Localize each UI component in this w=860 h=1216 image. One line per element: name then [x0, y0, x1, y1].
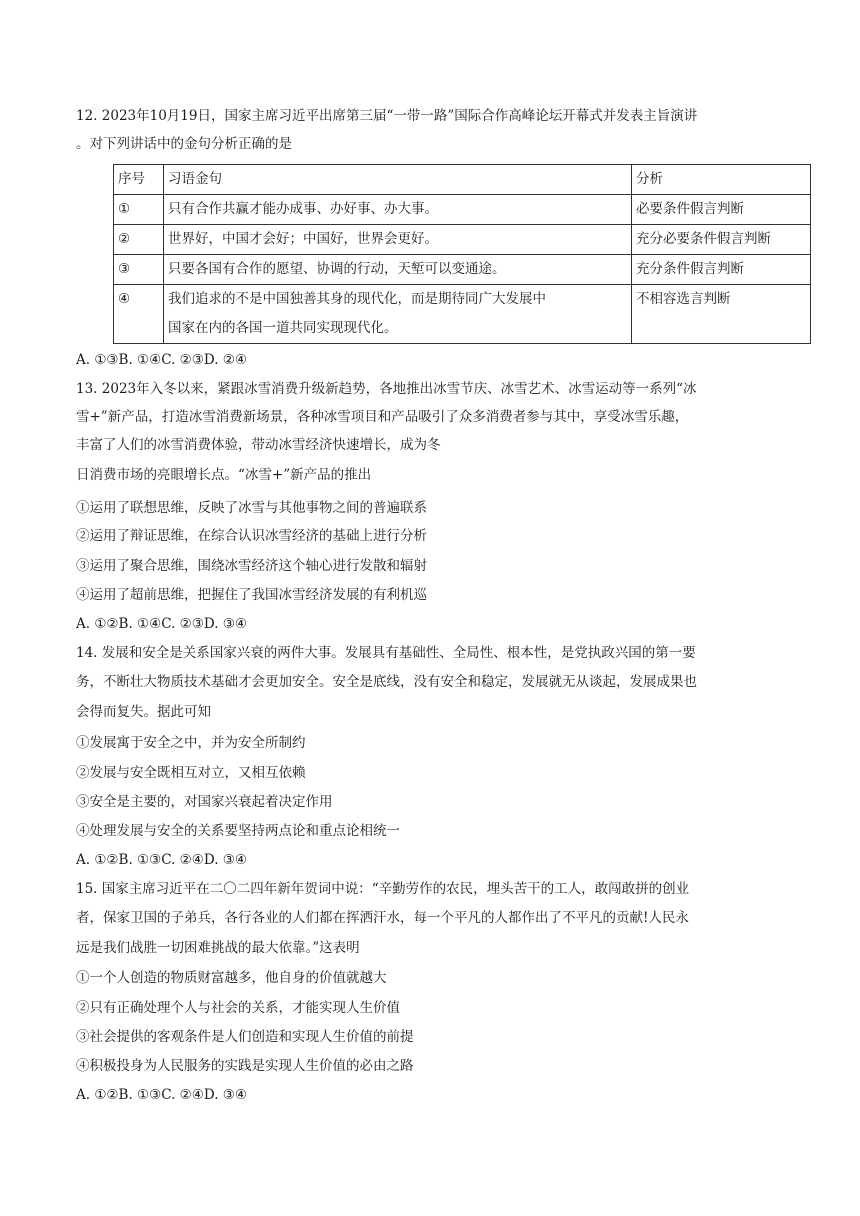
- q13-stem-line3: 丰富了人们的冰雪消费体验，带动冰雪经济快速增长，成为冬: [76, 437, 441, 453]
- row-quote: 只要各国有合作的愿望、协调的行动，天堑可以变通途。: [164, 255, 632, 285]
- q14-item-4: ④处理发展与安全的关系要坚持两点论和重点论相统一: [76, 823, 400, 839]
- row-analysis: 充分必要条件假言判断: [632, 225, 811, 255]
- row-analysis: 必要条件假言判断: [632, 195, 811, 225]
- q12-table: [113, 164, 811, 344]
- q13-stem-line4: 日消费市场的亮眼增长点。“冰雪+”新产品的推出: [76, 467, 372, 483]
- q14-item-1: ①发展寓于安全之中，并为安全所制约: [76, 735, 306, 751]
- q15-item-1: ①一个人创造的物质财富越多，他自身的价值就越大: [76, 970, 387, 986]
- row-quote: [164, 285, 632, 344]
- row-analysis: 充分条件假言判断: [632, 255, 811, 285]
- table-row: [114, 195, 811, 225]
- q14-item-2: ②发展与安全既相互对立，又相互依赖: [76, 765, 306, 781]
- q15-item-2: ②只有正确处理个人与社会的关系，才能实现人生价值: [76, 1000, 400, 1016]
- row-index: ④: [114, 285, 164, 344]
- row-quote-line2: 国家在内的各国一道共同实现现代化。: [168, 320, 398, 336]
- q13-item-1: ①运用了联想思维，反映了冰雪与其他事物之间的普遍联系: [76, 500, 427, 516]
- q13-stem-line1: 13. 2023年入冬以来，紧跟冰雪消费升级新趋势，各地推出冰雪节庆、冰雪艺术、冰雪运动等一系列“冰: [76, 381, 697, 397]
- q14-item-3: ③安全是主要的，对国家兴衰起着决定作用: [76, 794, 333, 810]
- table-header-row: [114, 165, 811, 195]
- q15-stem-line1: 15. 国家主席习近平在二〇二四年新年贺词中说：“辛勤劳作的农民，埋头苦干的工人，敢闯敢拼的创业: [76, 881, 690, 897]
- table-row: [114, 225, 811, 255]
- header-quote: 习语金句: [164, 165, 632, 195]
- row-quote-line1: 我们追求的不是中国独善其身的现代化，而是期待同广大发展中: [168, 291, 546, 307]
- q13-item-3: ③运用了聚合思维，围绕冰雪经济这个轴心进行发散和辐射: [76, 558, 427, 574]
- q12-stem-line2: 。对下列讲话中的金句分析正确的是: [76, 136, 292, 152]
- header-analysis: 分析: [632, 165, 811, 195]
- q15-item-4: ④积极投身为人民服务的实践是实现人生价值的必由之路: [76, 1058, 414, 1074]
- q14-stem-line3: 会得而复失。据此可知: [76, 704, 211, 720]
- q13-item-2: ②运用了辩证思维，在综合认识冰雪经济的基础上进行分析: [76, 528, 427, 544]
- q15-stem-line2: 者，保家卫国的子弟兵，各行各业的人们都在挥洒汗水，每一个平凡的人都作出了不平凡的贡献!人民永: [76, 910, 689, 926]
- q15-item-3: ③社会提供的客观条件是人们创造和实现人生价值的前提: [76, 1029, 414, 1045]
- q12-options: A. ①③B. ①④C. ②③D. ②④: [76, 352, 248, 368]
- row-index: ③: [114, 255, 164, 285]
- q15-options: A. ①②B. ①③C. ②④D. ③④: [76, 1087, 248, 1103]
- row-analysis: 不相容选言判断: [632, 285, 811, 344]
- row-index: ①: [114, 195, 164, 225]
- q12-stem-line1: 12. 2023年10月19日，国家主席习近平出席第三届“一带一路”国际合作高峰论坛开幕式并发表主旨演讲: [76, 108, 698, 124]
- q15-stem-line3: 远是我们战胜一切困难挑战的最大依靠。”这表明: [76, 940, 360, 956]
- row-index: ②: [114, 225, 164, 255]
- header-index: 序号: [114, 165, 164, 195]
- q14-stem-line2: 务，不断壮大物质技术基础才会更加安全。安全是底线，没有安全和稳定，发展就无从谈起，发展成果也: [76, 674, 697, 690]
- row-quote: 只有合作共赢才能办成事、办好事、办大事。: [164, 195, 632, 225]
- table-row: [114, 255, 811, 285]
- q14-stem-line1: 14. 发展和安全是关系国家兴衰的两件大事。发展具有基础性、全局性、根本性，是党执政兴国的第一要: [76, 645, 696, 661]
- q14-options: A. ①②B. ①③C. ②④D. ③④: [76, 852, 248, 868]
- q13-options: A. ①②B. ①④C. ②③D. ③④: [76, 616, 248, 632]
- q13-item-4: ④运用了超前思维，把握住了我国冰雪经济发展的有利机巡: [76, 587, 427, 603]
- q13-stem-line2: 雪+”新产品，打造冰雪消费新场景，各种冰雪项目和产品吸引了众多消费者参与其中，享受冰雪乐趣，: [76, 409, 689, 425]
- row-quote: 世界好，中国才会好；中国好，世界会更好。: [164, 225, 632, 255]
- table-row: [114, 285, 811, 344]
